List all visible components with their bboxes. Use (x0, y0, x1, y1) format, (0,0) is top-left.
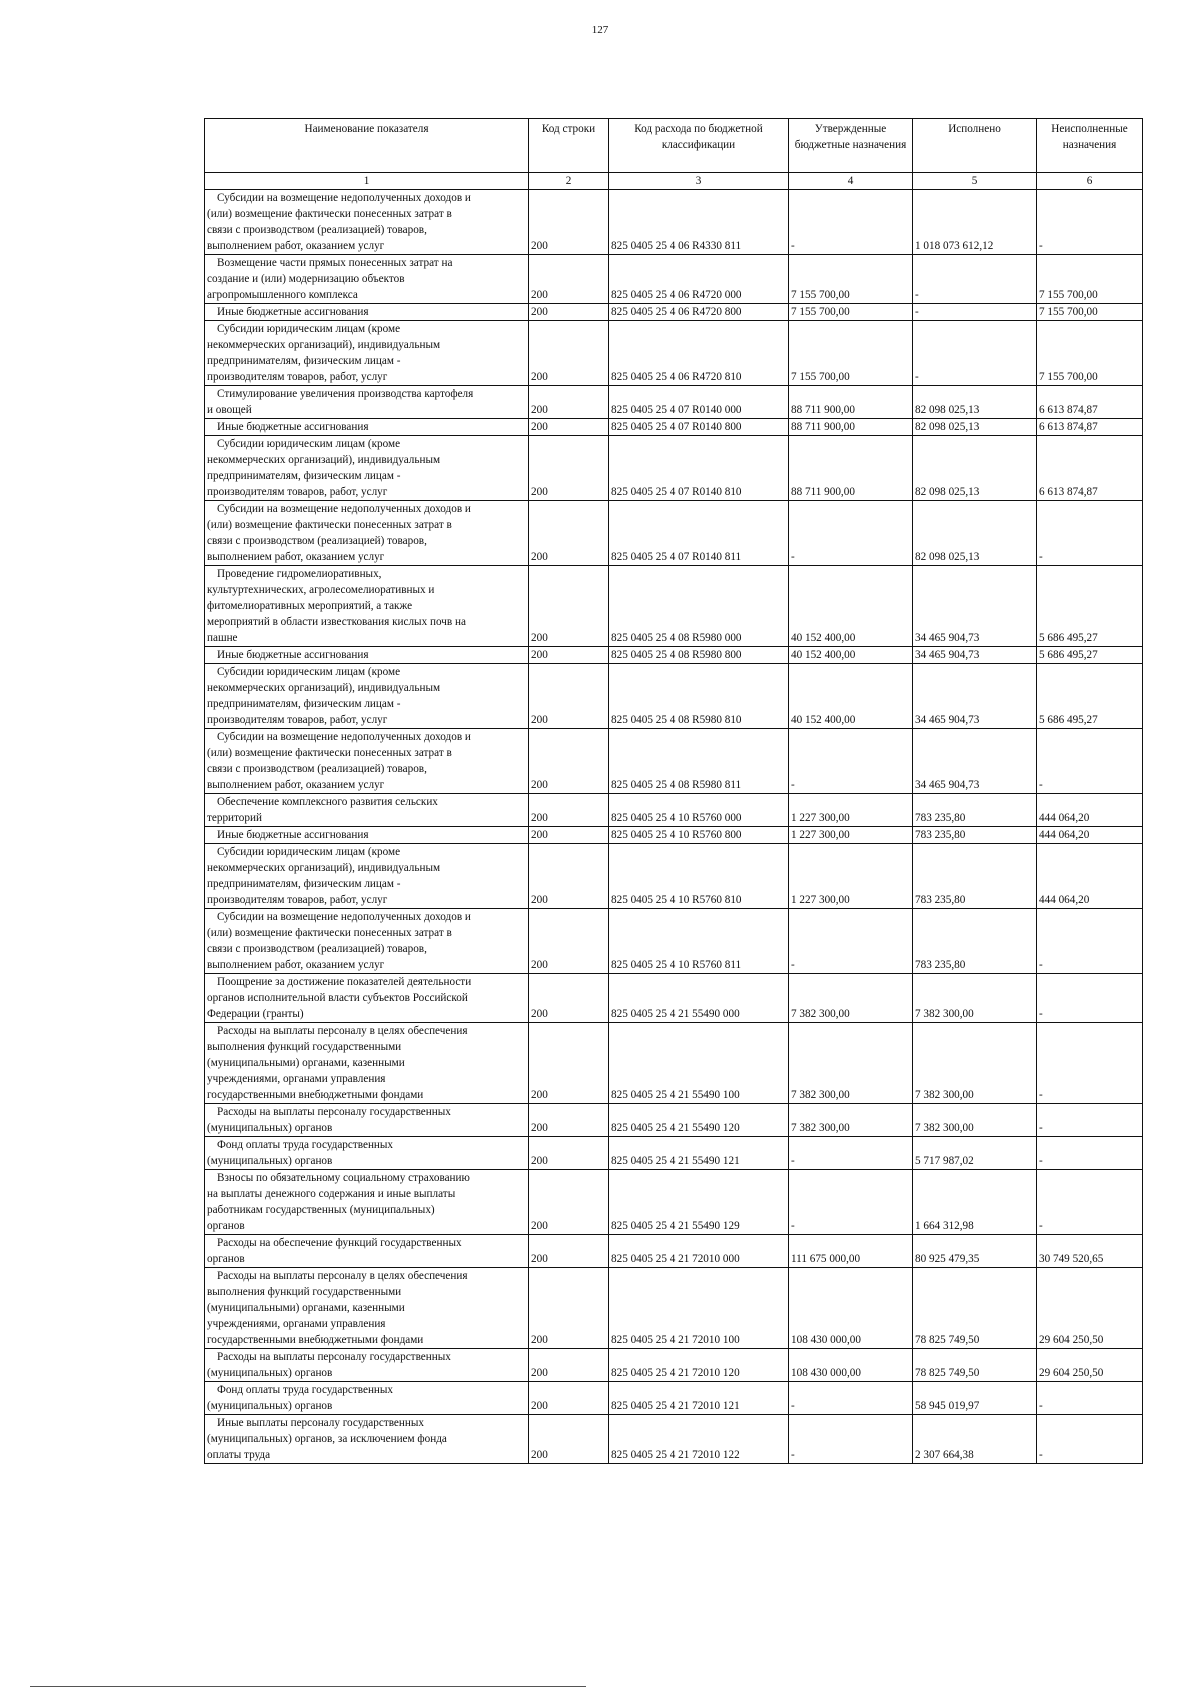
table-row (205, 1235, 1143, 1268)
indicator-name-cell (205, 729, 529, 794)
line-code-cell: 200 (529, 909, 609, 974)
classification-code-cell: 825 0405 25 4 07 R0140 800 (609, 419, 789, 436)
indicator-name-line: Расходы на выплаты персоналу в целях обеспечения (217, 1270, 468, 1282)
approved-amount-cell: 7 382 300,00 (789, 1104, 913, 1137)
indicator-name-line: (муниципальными) органами, казенными (207, 1302, 405, 1314)
indicator-name-line: производителям товаров, работ, услуг (207, 894, 388, 906)
unexecuted-amount-cell: 5 686 495,27 (1037, 664, 1143, 729)
executed-amount-cell: - (913, 304, 1037, 321)
table-row (205, 1415, 1143, 1464)
approved-amount-cell: - (789, 1170, 913, 1235)
line-code-cell: 200 (529, 566, 609, 647)
indicator-name-line: связи с производством (реализацией) товаров, (207, 763, 427, 775)
approved-amount-cell: - (789, 1382, 913, 1415)
table-row (205, 501, 1143, 566)
indicator-name-cell (205, 974, 529, 1023)
approved-amount-cell: - (789, 501, 913, 566)
indicator-name-line: Субсидии на возмещение недополученных доходов и (217, 731, 471, 743)
indicator-name-line: пашне (207, 632, 238, 644)
indicator-name-line: выполнения функций государственными (207, 1041, 402, 1053)
indicator-name-line: некоммерческих организаций), индивидуальным (207, 862, 441, 874)
table-row (205, 321, 1143, 386)
indicator-name-line: выполнением работ, оказанием услуг (207, 779, 385, 791)
executed-amount-cell: 783 235,80 (913, 827, 1037, 844)
classification-code-cell: 825 0405 25 4 06 R4720 800 (609, 304, 789, 321)
unexecuted-amount-cell: 5 686 495,27 (1037, 566, 1143, 647)
indicator-name-line: связи с производством (реализацией) товаров, (207, 224, 427, 236)
indicator-name-line: Иные бюджетные ассигнования (217, 829, 369, 841)
line-code-cell: 200 (529, 647, 609, 664)
indicator-name-line: некоммерческих организаций), индивидуальным (207, 339, 441, 351)
indicator-name-line: Иные выплаты персоналу государственных (217, 1417, 424, 1429)
table-row (205, 794, 1143, 827)
indicator-name-cell (205, 794, 529, 827)
table-row (205, 1137, 1143, 1170)
header-approved: Утвержденные бюджетные назначения (789, 119, 913, 173)
column-number: 5 (913, 173, 1037, 190)
unexecuted-amount-cell: 6 613 874,87 (1037, 386, 1143, 419)
approved-amount-cell: 7 155 700,00 (789, 321, 913, 386)
table-row (205, 729, 1143, 794)
line-code-cell: 200 (529, 664, 609, 729)
indicator-name-line: Субсидии на возмещение недополученных доходов и (217, 503, 471, 515)
indicator-name-line: Федерации (гранты) (207, 1008, 304, 1020)
approved-amount-cell: - (789, 1137, 913, 1170)
column-number: 4 (789, 173, 913, 190)
classification-code-cell: 825 0405 25 4 07 R0140 000 (609, 386, 789, 419)
classification-code-cell: 825 0405 25 4 21 72010 121 (609, 1382, 789, 1415)
unexecuted-amount-cell: - (1037, 1170, 1143, 1235)
unexecuted-amount-cell: 7 155 700,00 (1037, 255, 1143, 304)
indicator-name-line: органов исполнительной власти субъектов Российской (207, 992, 468, 1004)
indicator-name-line: Фонд оплаты труда государственных (217, 1139, 394, 1151)
indicator-name-line: Субсидии на возмещение недополученных доходов и (217, 192, 471, 204)
indicator-name-line: государственными внебюджетными фондами (207, 1089, 424, 1101)
indicator-name-line: фитомелиоративных мероприятий, а также (207, 600, 413, 612)
indicator-name-line: (муниципальных) органов, за исключением фонда (207, 1433, 447, 1445)
indicator-name-line: Субсидии юридическим лицам (кроме (217, 323, 401, 335)
indicator-name-line: (муниципальными) органами, казенными (207, 1057, 405, 1069)
executed-amount-cell: 80 925 479,35 (913, 1235, 1037, 1268)
unexecuted-amount-cell: - (1037, 1415, 1143, 1464)
approved-amount-cell: 40 152 400,00 (789, 647, 913, 664)
approved-amount-cell: - (789, 190, 913, 255)
indicator-name-line: предпринимателям, физическим лицам - (207, 878, 401, 890)
indicator-name-line: Субсидии на возмещение недополученных доходов и (217, 911, 471, 923)
unexecuted-amount-cell: 29 604 250,50 (1037, 1349, 1143, 1382)
indicator-name-line: (муниципальных) органов (207, 1400, 333, 1412)
indicator-name-line: производителям товаров, работ, услуг (207, 371, 388, 383)
table-row (205, 436, 1143, 501)
indicator-name-cell (205, 1104, 529, 1137)
table-row (205, 844, 1143, 909)
line-code-cell: 200 (529, 794, 609, 827)
approved-amount-cell: 7 155 700,00 (789, 304, 913, 321)
indicator-name-line: некоммерческих организаций), индивидуальным (207, 682, 441, 694)
executed-amount-cell: - (913, 255, 1037, 304)
classification-code-cell: 825 0405 25 4 06 R4720 000 (609, 255, 789, 304)
executed-amount-cell: 58 945 019,97 (913, 1382, 1037, 1415)
indicator-name-line: (муниципальных) органов (207, 1155, 333, 1167)
classification-code-cell: 825 0405 25 4 08 R5980 800 (609, 647, 789, 664)
column-number: 2 (529, 173, 609, 190)
column-number: 3 (609, 173, 789, 190)
indicator-name-line: учреждениями, органами управления (207, 1318, 386, 1330)
table-row (205, 1104, 1143, 1137)
approved-amount-cell: - (789, 729, 913, 794)
unexecuted-amount-cell: - (1037, 501, 1143, 566)
indicator-name-line: Обеспечение комплексного развития сельских (217, 796, 438, 808)
executed-amount-cell: 7 382 300,00 (913, 974, 1037, 1023)
indicator-name-cell (205, 1268, 529, 1349)
approved-amount-cell: 40 152 400,00 (789, 664, 913, 729)
unexecuted-amount-cell: 5 686 495,27 (1037, 647, 1143, 664)
indicator-name-line: Расходы на обеспечение функций государственных (217, 1237, 462, 1249)
indicator-name-cell (205, 1415, 529, 1464)
approved-amount-cell: 40 152 400,00 (789, 566, 913, 647)
line-code-cell: 200 (529, 419, 609, 436)
classification-code-cell: 825 0405 25 4 21 55490 000 (609, 974, 789, 1023)
indicator-name-line: (или) возмещение фактически понесенных затрат в (207, 927, 452, 939)
executed-amount-cell: 34 465 904,73 (913, 729, 1037, 794)
approved-amount-cell: 88 711 900,00 (789, 436, 913, 501)
indicator-name-line: выполнением работ, оказанием услуг (207, 959, 385, 971)
approved-amount-cell: 88 711 900,00 (789, 386, 913, 419)
line-code-cell: 200 (529, 729, 609, 794)
line-code-cell: 200 (529, 1382, 609, 1415)
executed-amount-cell: 2 307 664,38 (913, 1415, 1037, 1464)
indicator-name-line: Иные бюджетные ассигнования (217, 421, 369, 433)
classification-code-cell: 825 0405 25 4 08 R5980 000 (609, 566, 789, 647)
unexecuted-amount-cell: 6 613 874,87 (1037, 419, 1143, 436)
indicator-name-cell (205, 436, 529, 501)
classification-code-cell: 825 0405 25 4 10 R5760 000 (609, 794, 789, 827)
table-row (205, 255, 1143, 304)
indicator-name-line: Взносы по обязательному социальному страхованию (217, 1172, 470, 1184)
indicator-name-line: Субсидии юридическим лицам (кроме (217, 666, 401, 678)
unexecuted-amount-cell: - (1037, 1104, 1143, 1137)
indicator-name-line: Расходы на выплаты персоналу в целях обеспечения (217, 1025, 468, 1037)
line-code-cell: 200 (529, 1415, 609, 1464)
indicator-name-line: предпринимателям, физическим лицам - (207, 355, 401, 367)
indicator-name-line: Расходы на выплаты персоналу государственных (217, 1351, 451, 1363)
indicator-name-cell (205, 501, 529, 566)
approved-amount-cell: 1 227 300,00 (789, 794, 913, 827)
indicator-name-line: Стимулирование увеличения производства картофеля (217, 388, 474, 400)
indicator-name-line: производителям товаров, работ, услуг (207, 486, 388, 498)
indicator-name-cell (205, 1349, 529, 1382)
indicator-name-line: (или) возмещение фактически понесенных затрат в (207, 208, 452, 220)
table-row (205, 647, 1143, 664)
unexecuted-amount-cell: - (1037, 190, 1143, 255)
indicator-name-cell (205, 1235, 529, 1268)
indicator-name-cell (205, 304, 529, 321)
approved-amount-cell: 108 430 000,00 (789, 1349, 913, 1382)
classification-code-cell: 825 0405 25 4 21 72010 120 (609, 1349, 789, 1382)
header-line-code: Код строки (529, 119, 609, 173)
page-number: 127 (591, 24, 609, 36)
indicator-name-line: предпринимателям, физическим лицам - (207, 470, 401, 482)
classification-code-cell: 825 0405 25 4 06 R4720 810 (609, 321, 789, 386)
indicator-name-line: (или) возмещение фактически понесенных затрат в (207, 519, 452, 531)
unexecuted-amount-cell: 444 064,20 (1037, 794, 1143, 827)
unexecuted-amount-cell: - (1037, 1382, 1143, 1415)
table-row (205, 827, 1143, 844)
classification-code-cell: 825 0405 25 4 21 72010 122 (609, 1415, 789, 1464)
indicator-name-line: предпринимателям, физическим лицам - (207, 698, 401, 710)
line-code-cell: 200 (529, 827, 609, 844)
executed-amount-cell: 82 098 025,13 (913, 419, 1037, 436)
unexecuted-amount-cell: - (1037, 1137, 1143, 1170)
unexecuted-amount-cell: - (1037, 974, 1143, 1023)
executed-amount-cell: 82 098 025,13 (913, 436, 1037, 501)
classification-code-cell: 825 0405 25 4 06 R4330 811 (609, 190, 789, 255)
indicator-name-line: Фонд оплаты труда государственных (217, 1384, 394, 1396)
indicator-name-line: учреждениями, органами управления (207, 1073, 386, 1085)
indicator-name-cell (205, 190, 529, 255)
table-row (205, 1268, 1143, 1349)
unexecuted-amount-cell: 6 613 874,87 (1037, 436, 1143, 501)
table-row (205, 1382, 1143, 1415)
approved-amount-cell: 7 382 300,00 (789, 1023, 913, 1104)
indicator-name-line: Иные бюджетные ассигнования (217, 649, 369, 661)
indicator-name-line: работникам государственных (муниципальных) (207, 1204, 435, 1216)
table-row (205, 190, 1143, 255)
indicator-name-cell (205, 909, 529, 974)
classification-code-cell: 825 0405 25 4 21 72010 100 (609, 1268, 789, 1349)
line-code-cell: 200 (529, 1349, 609, 1382)
indicator-name-line: оплаты труда (207, 1449, 271, 1461)
table-body (205, 190, 1143, 1464)
indicator-name-line: Проведение гидромелиоративных, (217, 568, 382, 580)
table-row (205, 419, 1143, 436)
indicator-name-line: выполнения функций государственными (207, 1286, 402, 1298)
line-code-cell: 200 (529, 501, 609, 566)
classification-code-cell: 825 0405 25 4 08 R5980 810 (609, 664, 789, 729)
indicator-name-line: государственными внебюджетными фондами (207, 1334, 424, 1346)
unexecuted-amount-cell: 30 749 520,65 (1037, 1235, 1143, 1268)
table-row (205, 909, 1143, 974)
table-row (205, 386, 1143, 419)
budget-execution-table (204, 118, 1143, 1464)
executed-amount-cell: 7 382 300,00 (913, 1104, 1037, 1137)
table-row (205, 1349, 1143, 1382)
table-row (205, 1170, 1143, 1235)
executed-amount-cell: 783 235,80 (913, 844, 1037, 909)
classification-code-cell: 825 0405 25 4 10 R5760 811 (609, 909, 789, 974)
approved-amount-cell: 1 227 300,00 (789, 827, 913, 844)
indicator-name-line: культуртехнических, агролесомелиоративных и (207, 584, 435, 596)
indicator-name-line: связи с производством (реализацией) товаров, (207, 535, 427, 547)
indicator-name-cell (205, 1382, 529, 1415)
indicator-name-cell (205, 386, 529, 419)
table-row (205, 974, 1143, 1023)
executed-amount-cell: 78 825 749,50 (913, 1268, 1037, 1349)
table-row (205, 664, 1143, 729)
executed-amount-cell: 78 825 749,50 (913, 1349, 1037, 1382)
indicator-name-line: (или) возмещение фактически понесенных затрат в (207, 747, 452, 759)
indicator-name-cell (205, 647, 529, 664)
indicator-name-line: органов (207, 1220, 245, 1232)
table-row (205, 566, 1143, 647)
line-code-cell: 200 (529, 1104, 609, 1137)
indicator-name-line: выполнением работ, оказанием услуг (207, 240, 385, 252)
executed-amount-cell: 34 465 904,73 (913, 647, 1037, 664)
indicator-name-line: агропромышленного комплекса (207, 289, 358, 301)
unexecuted-amount-cell: - (1037, 729, 1143, 794)
line-code-cell: 200 (529, 844, 609, 909)
approved-amount-cell: - (789, 909, 913, 974)
line-code-cell: 200 (529, 190, 609, 255)
indicator-name-cell (205, 1023, 529, 1104)
indicator-name-line: Субсидии юридическим лицам (кроме (217, 846, 401, 858)
indicator-name-line: на выплаты денежного содержания и иные выплаты (207, 1188, 456, 1200)
approved-amount-cell: - (789, 1415, 913, 1464)
line-code-cell: 200 (529, 1170, 609, 1235)
approved-amount-cell: 88 711 900,00 (789, 419, 913, 436)
indicator-name-line: создание и (или) модернизацию объектов (207, 273, 405, 285)
approved-amount-cell: 1 227 300,00 (789, 844, 913, 909)
line-code-cell: 200 (529, 321, 609, 386)
indicator-name-line: Расходы на выплаты персоналу государственных (217, 1106, 451, 1118)
indicator-name-cell (205, 255, 529, 304)
approved-amount-cell: 7 382 300,00 (789, 974, 913, 1023)
indicator-name-line: Возмещение части прямых понесенных затрат на (217, 257, 453, 269)
line-code-cell: 200 (529, 1023, 609, 1104)
indicator-name-cell (205, 1137, 529, 1170)
classification-code-cell: 825 0405 25 4 21 72010 000 (609, 1235, 789, 1268)
unexecuted-amount-cell: 29 604 250,50 (1037, 1268, 1143, 1349)
unexecuted-amount-cell: - (1037, 909, 1143, 974)
header-row (205, 119, 1143, 173)
unexecuted-amount-cell: - (1037, 1023, 1143, 1104)
indicator-name-cell (205, 844, 529, 909)
header-executed: Исполнено (913, 119, 1037, 173)
indicator-name-line: Иные бюджетные ассигнования (217, 306, 369, 318)
header-indicator-name: Наименование показателя (205, 119, 529, 173)
table-row (205, 1023, 1143, 1104)
indicator-name-cell (205, 419, 529, 436)
indicator-name-line: связи с производством (реализацией) товаров, (207, 943, 427, 955)
classification-code-cell: 825 0405 25 4 21 55490 120 (609, 1104, 789, 1137)
classification-code-cell: 825 0405 25 4 21 55490 121 (609, 1137, 789, 1170)
indicator-name-line: органов (207, 1253, 245, 1265)
header-unexecuted: Неисполненные назначения (1037, 119, 1143, 173)
classification-code-cell: 825 0405 25 4 21 55490 129 (609, 1170, 789, 1235)
column-number: 6 (1037, 173, 1143, 190)
line-code-cell: 200 (529, 304, 609, 321)
classification-code-cell: 825 0405 25 4 08 R5980 811 (609, 729, 789, 794)
column-numbers-row (205, 173, 1143, 190)
classification-code-cell: 825 0405 25 4 21 55490 100 (609, 1023, 789, 1104)
approved-amount-cell: 7 155 700,00 (789, 255, 913, 304)
indicator-name-line: территорий (207, 812, 262, 824)
executed-amount-cell: 34 465 904,73 (913, 664, 1037, 729)
line-code-cell: 200 (529, 255, 609, 304)
indicator-name-line: некоммерческих организаций), индивидуальным (207, 454, 441, 466)
executed-amount-cell: 7 382 300,00 (913, 1023, 1037, 1104)
unexecuted-amount-cell: 444 064,20 (1037, 827, 1143, 844)
bottom-rule (30, 1686, 586, 1687)
unexecuted-amount-cell: 7 155 700,00 (1037, 304, 1143, 321)
indicator-name-line: и овощей (207, 404, 252, 416)
line-code-cell: 200 (529, 1137, 609, 1170)
indicator-name-line: (муниципальных) органов (207, 1122, 333, 1134)
indicator-name-cell (205, 664, 529, 729)
executed-amount-cell: 34 465 904,73 (913, 566, 1037, 647)
classification-code-cell: 825 0405 25 4 10 R5760 800 (609, 827, 789, 844)
approved-amount-cell: 108 430 000,00 (789, 1268, 913, 1349)
unexecuted-amount-cell: 444 064,20 (1037, 844, 1143, 909)
indicator-name-line: мероприятий в области известкования кислых почв на (207, 616, 466, 628)
indicator-name-line: Поощрение за достижение показателей деятельности (217, 976, 472, 988)
indicator-name-line: Субсидии юридическим лицам (кроме (217, 438, 401, 450)
line-code-cell: 200 (529, 436, 609, 501)
unexecuted-amount-cell: 7 155 700,00 (1037, 321, 1143, 386)
indicator-name-line: (муниципальных) органов (207, 1367, 333, 1379)
indicator-name-cell (205, 566, 529, 647)
classification-code-cell: 825 0405 25 4 07 R0140 811 (609, 501, 789, 566)
executed-amount-cell: 5 717 987,02 (913, 1137, 1037, 1170)
executed-amount-cell: 1 664 312,98 (913, 1170, 1037, 1235)
indicator-name-cell (205, 321, 529, 386)
header-budget-classification-code: Код расхода по бюджетной классификации (609, 119, 789, 173)
approved-amount-cell: 111 675 000,00 (789, 1235, 913, 1268)
classification-code-cell: 825 0405 25 4 10 R5760 810 (609, 844, 789, 909)
indicator-name-line: производителям товаров, работ, услуг (207, 714, 388, 726)
line-code-cell: 200 (529, 386, 609, 419)
indicator-name-line: выполнением работ, оказанием услуг (207, 551, 385, 563)
line-code-cell: 200 (529, 974, 609, 1023)
executed-amount-cell: 82 098 025,13 (913, 386, 1037, 419)
line-code-cell: 200 (529, 1268, 609, 1349)
executed-amount-cell: 783 235,80 (913, 909, 1037, 974)
executed-amount-cell: - (913, 321, 1037, 386)
executed-amount-cell: 82 098 025,13 (913, 501, 1037, 566)
column-number: 1 (205, 173, 529, 190)
indicator-name-cell (205, 827, 529, 844)
table-row (205, 304, 1143, 321)
executed-amount-cell: 1 018 073 612,12 (913, 190, 1037, 255)
executed-amount-cell: 783 235,80 (913, 794, 1037, 827)
indicator-name-cell (205, 1170, 529, 1235)
classification-code-cell: 825 0405 25 4 07 R0140 810 (609, 436, 789, 501)
line-code-cell: 200 (529, 1235, 609, 1268)
